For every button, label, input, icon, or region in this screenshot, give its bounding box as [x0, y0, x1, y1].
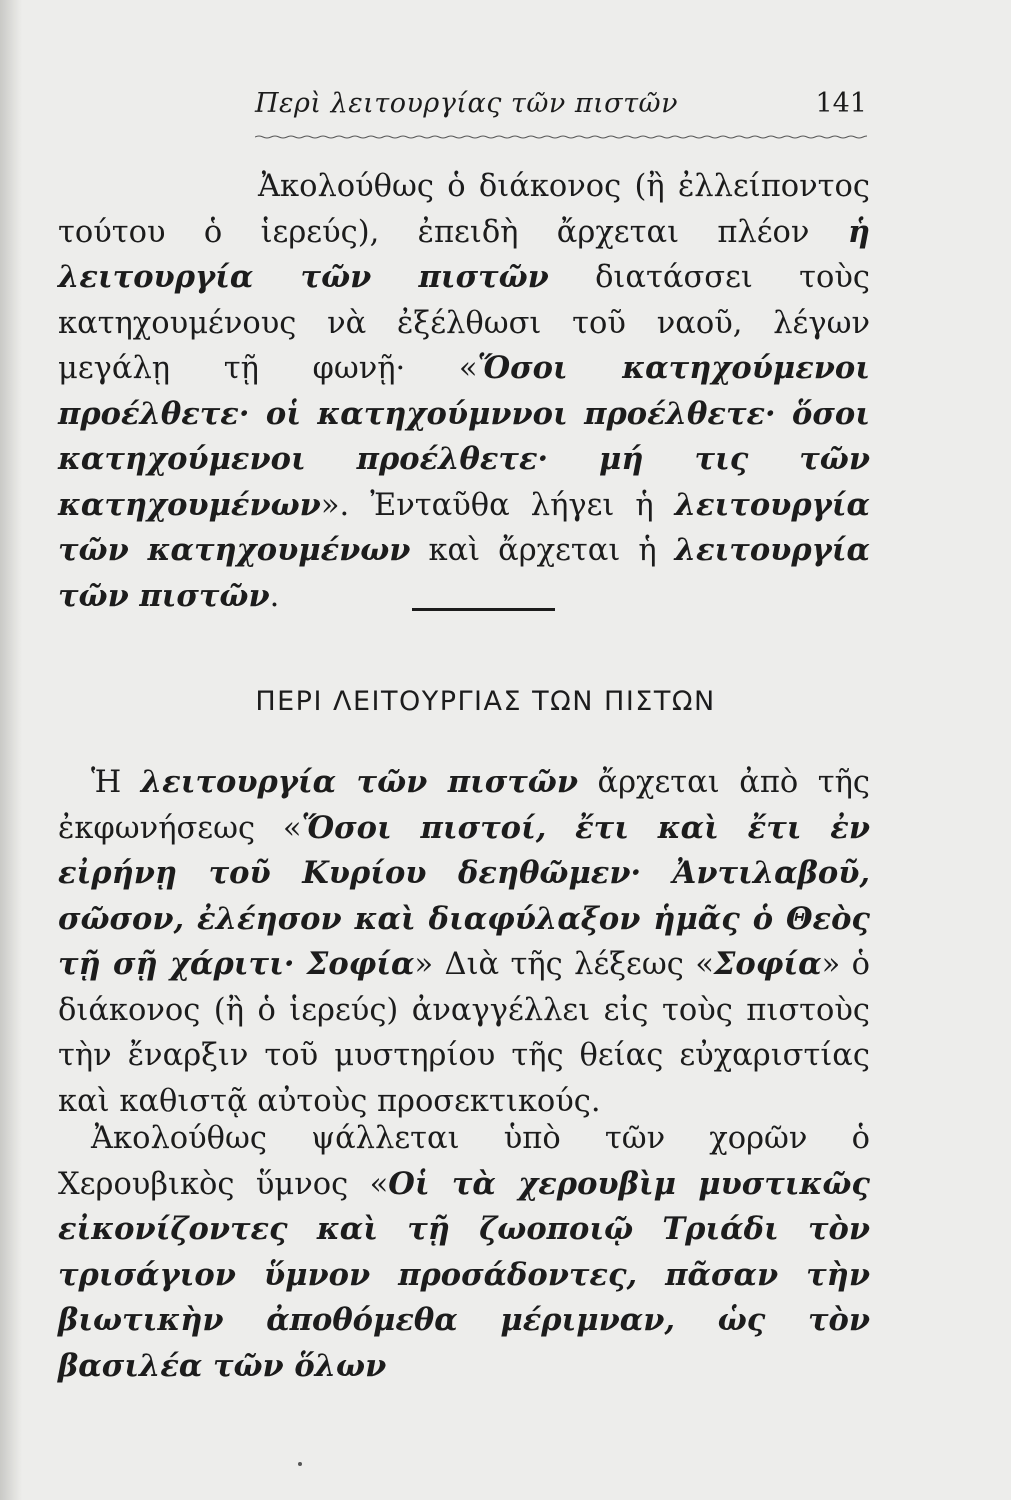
- emphasis-run: Ὅσοι πιστοί, ἔτι καὶ ἔτι ἐν εἰρήνῃ τοῦ Κυρίου δεηθῶμεν· Ἀντιλαβοῦ, σῶσον, ἐλέησον καὶ διαφύλαξον ἡμᾶς ὁ Θεὸς τῇ σῇ χάριτι· Σοφία: [58, 809, 870, 982]
- emphasis-run: Ὅσοι κατηχούμενοι προέλθετε· οἱ κατηχούμννοι προέλθετε· ὅσοι κατηχούμενοι προέλθετε· μή τις τῶν κατηχουμένων: [58, 350, 870, 523]
- section-divider: [412, 608, 555, 611]
- emphasis-run: λειτουργία τῶν πιστῶν: [140, 764, 578, 800]
- emphasis-run: Οἱ τὰ χερουβὶμ μυστικῶς εἰκονίζοντες καὶ τῇ ζωοποιῷ Τριάδι τὸν τρισάγιον ὕμνον προσάδοντες, πᾶσαν τὴν βιωτικὴν ἀποθόμεθα μέριμναν, ὡς τὸν βασιλέα τῶν ὅλων: [58, 1165, 870, 1384]
- text-run: » ὁ διάκονος (ἢ ὁ ἱερεύς) ἀναγγέλλει εἰς τοὺς πιστοὺς τὴν ἔναρξιν τοῦ μυστηρίου τῆς θείας εὐχαριστίας καὶ καθιστᾷ αὐτοὺς προσεκτικούς.: [58, 947, 871, 1119]
- text-run: Ἀκολούθως ὁ διάκονος (ἢ ἐλλείποντος τούτου ὁ ἱερεύς), ἐπειδὴ ἄρχεται πλέον: [58, 169, 870, 250]
- page-gutter-shadow: [0, 0, 22, 1500]
- paper-speck: [298, 1462, 302, 1466]
- text-run: καὶ ἄρχεται ἡ: [410, 533, 675, 568]
- text-run: » Διὰ τῆς λέξεως «: [414, 947, 714, 982]
- emphasis-run: λειτουργία τῶν κατηχουμένων: [58, 486, 870, 568]
- section-heading-text: ΠΕΡΙ ΛΕΙΤΟΥΡΓΙΑΣ ΤΩΝ ΠΙΣΤΩΝ: [255, 686, 716, 717]
- section-heading: [0, 686, 1011, 717]
- text-run: Ἡ: [91, 765, 141, 800]
- emphasis-run: λειτουργία τῶν πιστῶν: [58, 532, 870, 614]
- paragraph-cherubic-hymn: [58, 1116, 870, 1389]
- page-number: 141: [815, 88, 867, 119]
- text-run: Ἀκολούθως ψάλλεται ὑπὸ τῶν χορῶν ὁ Χερουβικὸς ὕμνος «: [58, 1121, 870, 1202]
- emphasis-run: ἡ λειτουργία τῶν πιστῶν: [58, 213, 870, 295]
- running-title: Περὶ λειτουργίας τῶν πιστῶν: [255, 88, 678, 119]
- page-header: [255, 88, 867, 128]
- emphasis-run: Σοφία: [713, 946, 822, 982]
- paragraph-dismissal-of-catechumens: [58, 164, 870, 619]
- paragraph-liturgy-of-faithful: [58, 760, 870, 1124]
- text-run: .: [269, 578, 280, 614]
- text-run: διατάσσει τοὺς κατηχουμένους νὰ ἐξέλθωσι τοῦ ναοῦ, λέγων μεγάλῃ τῇ φωνῇ· «: [58, 260, 870, 386]
- text-run: ». Ἐνταῦθα λήγει ἡ: [320, 487, 675, 523]
- header-wavy-rule: [255, 134, 867, 140]
- text-run: ἄρχεται ἀπὸ τῆς ἐκφωνήσεως «: [58, 765, 870, 846]
